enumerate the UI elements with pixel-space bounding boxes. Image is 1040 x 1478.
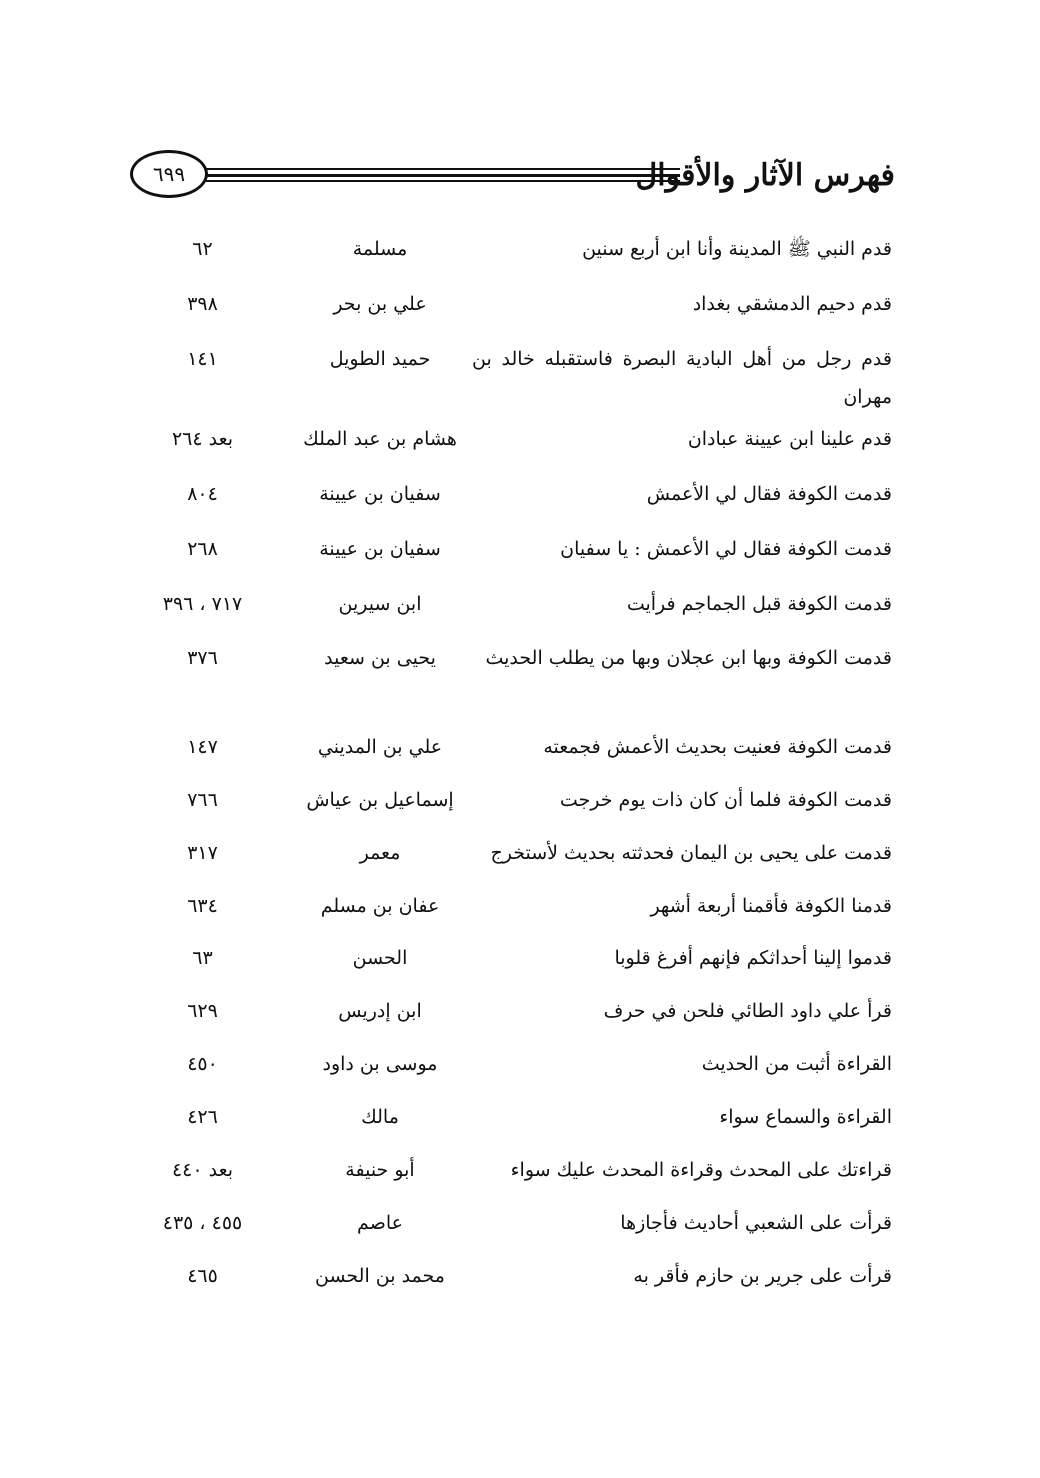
entry-narrator: ابن سيرين bbox=[338, 593, 422, 615]
entry-text: قدموا إلينا أحداثكم فإنهم أفرغ قلوبا bbox=[614, 947, 892, 969]
entry-page: ٤٥٠ bbox=[187, 1053, 218, 1075]
entry-page: ٧١٧ ، ٣٩٦ bbox=[162, 593, 243, 615]
entry-text: قدمت الكوفة فقال لي الأعمش bbox=[646, 483, 892, 505]
entry-page: ٦٣٤ bbox=[187, 895, 218, 917]
entry-page: ٨٠٤ bbox=[187, 483, 218, 505]
header-rule bbox=[206, 168, 680, 170]
entry-page: بعد ٤٤٠ bbox=[171, 1159, 234, 1181]
entry-page: ٦٣ bbox=[192, 947, 213, 969]
header-rule bbox=[206, 180, 680, 182]
page-number: ٦٩٩ bbox=[152, 162, 186, 186]
entry-text: قدمت الكوفة فقال لي الأعمش : يا سفيان bbox=[560, 538, 892, 560]
entry-narrator: عفان بن مسلم bbox=[320, 895, 440, 917]
entry-page: ٣٧٦ bbox=[187, 647, 218, 669]
entry-page: ٤٢٦ bbox=[187, 1106, 218, 1128]
entry-narrator: سفيان بن عيينة bbox=[319, 538, 441, 560]
header-rule bbox=[206, 174, 680, 177]
page-header bbox=[130, 150, 895, 220]
entry-text: قدم دحيم الدمشقي بغداد bbox=[692, 293, 892, 315]
entry-text: قدمنا الكوفة فأقمنا أربعة أشهر bbox=[650, 895, 892, 917]
entry-narrator: يحيى بن سعيد bbox=[324, 647, 436, 669]
entry-narrator: موسى بن داود bbox=[322, 1053, 438, 1075]
entry-text: قدم النبي ﷺ المدينة وأنا ابن أربع سنين bbox=[582, 238, 892, 260]
entry-text: قدمت على يحيى بن اليمان فحدثته بحديث لأستخرج bbox=[490, 842, 892, 864]
entry-page: ١٤٧ bbox=[187, 736, 218, 758]
entry-text: قراءتك على المحدث وقراءة المحدث عليك سواء bbox=[510, 1159, 892, 1181]
entry-text: قدمت الكوفة فلما أن كان ذات يوم خرجت bbox=[559, 789, 892, 811]
entry-text: القراءة والسماع سواء bbox=[719, 1106, 892, 1128]
entry-page: ٦٢ bbox=[192, 238, 213, 260]
entry-narrator: مسلمة bbox=[352, 238, 408, 260]
entry-text: قدمت الكوفة قبل الجماجم فرأيت bbox=[626, 593, 892, 615]
entry-page: ٢٦٨ bbox=[187, 538, 218, 560]
page-number-oval bbox=[130, 150, 208, 198]
entry-text: قرأ علي داود الطائي فلحن في حرف bbox=[603, 1000, 892, 1022]
entry-narrator: أبو حنيفة bbox=[345, 1159, 415, 1181]
entry-narrator: عاصم bbox=[357, 1212, 403, 1234]
entry-narrator: هشام بن عبد الملك bbox=[303, 428, 457, 450]
entry-page: ٣٩٨ bbox=[187, 293, 218, 315]
entry-page: ٧٦٦ bbox=[187, 789, 218, 811]
entry-page: ٤٦٥ bbox=[187, 1265, 218, 1287]
entry-text: قرأت على الشعبي أحاديث فأجازها bbox=[620, 1212, 892, 1234]
entry-text: قدم علينا ابن عيينة عبادان bbox=[687, 428, 892, 450]
entry-page: بعد ٢٦٤ bbox=[171, 428, 234, 450]
page-title: فهرس الآثار والأقوال bbox=[635, 158, 895, 193]
entry-narrator: الحسن bbox=[352, 947, 408, 969]
entry-narrator: محمد بن الحسن bbox=[315, 1265, 445, 1287]
entry-text: قدمت الكوفة وبها ابن عجلان وبها من يطلب الحديث bbox=[485, 647, 892, 669]
entry-narrator: إسماعيل بن عياش bbox=[306, 789, 454, 811]
entry-narrator: مالك bbox=[361, 1106, 399, 1128]
entry-page: ٣١٧ bbox=[187, 842, 218, 864]
entry-page: ١٤١ bbox=[187, 348, 218, 370]
entry-page: ٦٢٩ bbox=[187, 1000, 218, 1022]
entry-text: قدم رجل من أهل البادية البصرة فاستقبله خالد بن مهران bbox=[472, 348, 892, 408]
entry-text: القراءة أثبت من الحديث bbox=[701, 1053, 892, 1075]
entry-narrator: علي بن بحر bbox=[333, 293, 427, 315]
entry-text: قرأت على جرير بن حازم فأقر به bbox=[633, 1265, 892, 1287]
entry-page: ٤٥٥ ، ٤٣٥ bbox=[162, 1212, 243, 1234]
entry-narrator: حميد الطويل bbox=[329, 348, 431, 370]
entry-narrator: معمر bbox=[359, 842, 401, 864]
entry-narrator: ابن إدريس bbox=[338, 1000, 422, 1022]
entry-narrator: سفيان بن عيينة bbox=[319, 483, 441, 505]
entry-narrator: علي بن المديني bbox=[317, 736, 443, 758]
entry-text: قدمت الكوفة فعنيت بحديث الأعمش فجمعته bbox=[543, 736, 892, 758]
